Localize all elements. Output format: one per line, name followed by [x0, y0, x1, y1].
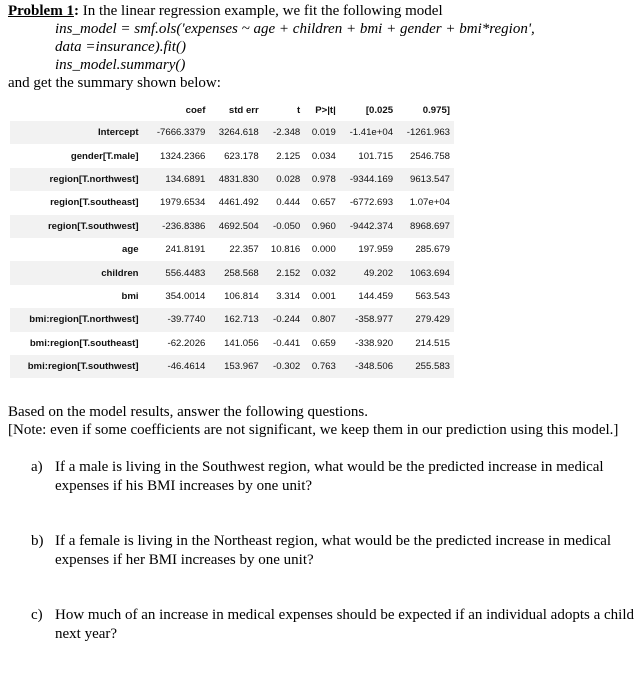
table-cell: 623.178: [209, 144, 262, 167]
table-cell: 563.543: [397, 285, 454, 308]
table-cell: 0.000: [304, 238, 340, 261]
table-row: [10, 332, 454, 355]
code-line-3: ins_model.summary(): [55, 57, 186, 73]
table-cell: 3.314: [263, 285, 305, 308]
table-cell: 556.4483: [147, 261, 210, 284]
table-row: [10, 121, 454, 144]
table-cell: -6772.693: [340, 191, 397, 214]
table-cell: 279.429: [397, 308, 454, 331]
instructions-line: Based on the model results, answer the following questions.: [8, 404, 368, 420]
table-cell: 0.032: [304, 261, 340, 284]
code-line-1: ins_model = smf.ols('expenses ~ age + children + bmi + gender + bmi*region',: [55, 21, 535, 37]
table-cell: -2.348: [263, 121, 305, 144]
table-row: [10, 355, 454, 378]
table-cell: 10.816: [263, 238, 305, 261]
table-cell: 0.028: [263, 168, 305, 191]
table-cell: -1.41e+04: [340, 121, 397, 144]
question-a: [8, 458, 638, 496]
instructions-note: [Note: even if some coefficients are not significant, we keep them in our prediction using this model.]: [8, 422, 619, 438]
table-cell: 0.657: [304, 191, 340, 214]
problem-label: Problem 1: [8, 3, 74, 19]
questions-section: [8, 403, 638, 644]
table-cell: 141.056: [209, 332, 262, 355]
table-cell: -1261.963: [397, 121, 454, 144]
table-cell: 0.659: [304, 332, 340, 355]
table-cell: 258.568: [209, 261, 262, 284]
table-row: [10, 168, 454, 191]
question-label: b): [31, 533, 44, 549]
row-label: region[T.southwest]: [10, 215, 147, 238]
row-label: children: [10, 261, 147, 284]
row-label: bmi: [10, 285, 147, 308]
table-cell: 214.515: [397, 332, 454, 355]
header-cell: P>|t|: [304, 99, 340, 121]
header-cell: t: [263, 99, 305, 121]
question-text: If a male is living in the Southwest region, what would be the predicted increase in medical expenses if his BMI increases by one unit?: [55, 459, 604, 494]
header-cell: [0.025: [340, 99, 397, 121]
table-cell: -0.441: [263, 332, 305, 355]
table-cell: 4831.830: [209, 168, 262, 191]
table-cell: 1.07e+04: [397, 191, 454, 214]
table-row: [10, 238, 454, 261]
table-cell: 285.679: [397, 238, 454, 261]
problem-intro: In the linear regression example, we fit the following model: [82, 3, 443, 19]
table-cell: 8968.697: [397, 215, 454, 238]
row-label: bmi:region[T.southeast]: [10, 332, 147, 355]
table-cell: 241.8191: [147, 238, 210, 261]
table-row: [10, 215, 454, 238]
table-cell: 2.152: [263, 261, 305, 284]
header-cell: [10, 99, 147, 121]
table-cell: 153.967: [209, 355, 262, 378]
table-cell: 354.0014: [147, 285, 210, 308]
table-row: [10, 285, 454, 308]
table-cell: 106.814: [209, 285, 262, 308]
table-cell: 134.6891: [147, 168, 210, 191]
table-cell: -9442.374: [340, 215, 397, 238]
table-cell: 101.715: [340, 144, 397, 167]
question-label: a): [31, 459, 43, 475]
header-cell: coef: [147, 99, 210, 121]
question-label: c): [31, 607, 43, 623]
table-cell: 0.034: [304, 144, 340, 167]
regression-table: [10, 99, 454, 378]
table-cell: -0.244: [263, 308, 305, 331]
table-cell: 4692.504: [209, 215, 262, 238]
table-cell: 1324.2366: [147, 144, 210, 167]
table-cell: -348.506: [340, 355, 397, 378]
table-cell: 1063.694: [397, 261, 454, 284]
table-cell: 0.807: [304, 308, 340, 331]
after-code-text: and get the summary shown below:: [8, 75, 221, 91]
row-label: region[T.southeast]: [10, 191, 147, 214]
table-cell: -236.8386: [147, 215, 210, 238]
table-cell: 9613.547: [397, 168, 454, 191]
table-cell: 144.459: [340, 285, 397, 308]
table-cell: 0.001: [304, 285, 340, 308]
table-row: [10, 144, 454, 167]
row-label: region[T.northwest]: [10, 168, 147, 191]
table-cell: 197.959: [340, 238, 397, 261]
question-b: [8, 532, 638, 570]
row-label: Intercept: [10, 121, 147, 144]
table-cell: 0.978: [304, 168, 340, 191]
row-label: age: [10, 238, 147, 261]
table-cell: 49.202: [340, 261, 397, 284]
table-cell: -46.4614: [147, 355, 210, 378]
table-cell: 4461.492: [209, 191, 262, 214]
table-cell: 1979.6534: [147, 191, 210, 214]
table-cell: 2546.758: [397, 144, 454, 167]
code-line-2: data =insurance).fit(): [55, 39, 186, 55]
problem-header: [8, 2, 638, 92]
table-body: [10, 121, 454, 378]
table-cell: -7666.3379: [147, 121, 210, 144]
table-cell: 22.357: [209, 238, 262, 261]
table-row: [10, 308, 454, 331]
table-cell: -62.2026: [147, 332, 210, 355]
table-cell: -338.920: [340, 332, 397, 355]
header-cell: 0.975]: [397, 99, 454, 121]
question-text: How much of an increase in medical expenses should be expected if an individual adopts a child next year?: [55, 607, 634, 642]
row-label: bmi:region[T.northwest]: [10, 308, 147, 331]
table-cell: 3264.618: [209, 121, 262, 144]
row-label: bmi:region[T.southwest]: [10, 355, 147, 378]
table-cell: -358.977: [340, 308, 397, 331]
problem-intro-line: Problem 1: In the linear regression example, we fit the following model: [8, 3, 443, 19]
table-cell: 0.763: [304, 355, 340, 378]
table-cell: 162.713: [209, 308, 262, 331]
table-cell: -0.302: [263, 355, 305, 378]
table-cell: -39.7740: [147, 308, 210, 331]
table-cell: 255.583: [397, 355, 454, 378]
row-label: gender[T.male]: [10, 144, 147, 167]
question-c: [8, 606, 638, 644]
regression-summary-table: [10, 99, 454, 378]
table-row: [10, 261, 454, 284]
table-cell: 0.960: [304, 215, 340, 238]
question-text: If a female is living in the Northeast region, what would be the predicted increase in medical expenses if her BMI increases by one unit?: [55, 533, 612, 568]
table-row: [10, 191, 454, 214]
table-cell: 0.019: [304, 121, 340, 144]
table-cell: -0.050: [263, 215, 305, 238]
table-cell: -9344.169: [340, 168, 397, 191]
header-cell: std err: [209, 99, 262, 121]
table-cell: 0.444: [263, 191, 305, 214]
table-header-row: [10, 99, 454, 121]
table-cell: 2.125: [263, 144, 305, 167]
